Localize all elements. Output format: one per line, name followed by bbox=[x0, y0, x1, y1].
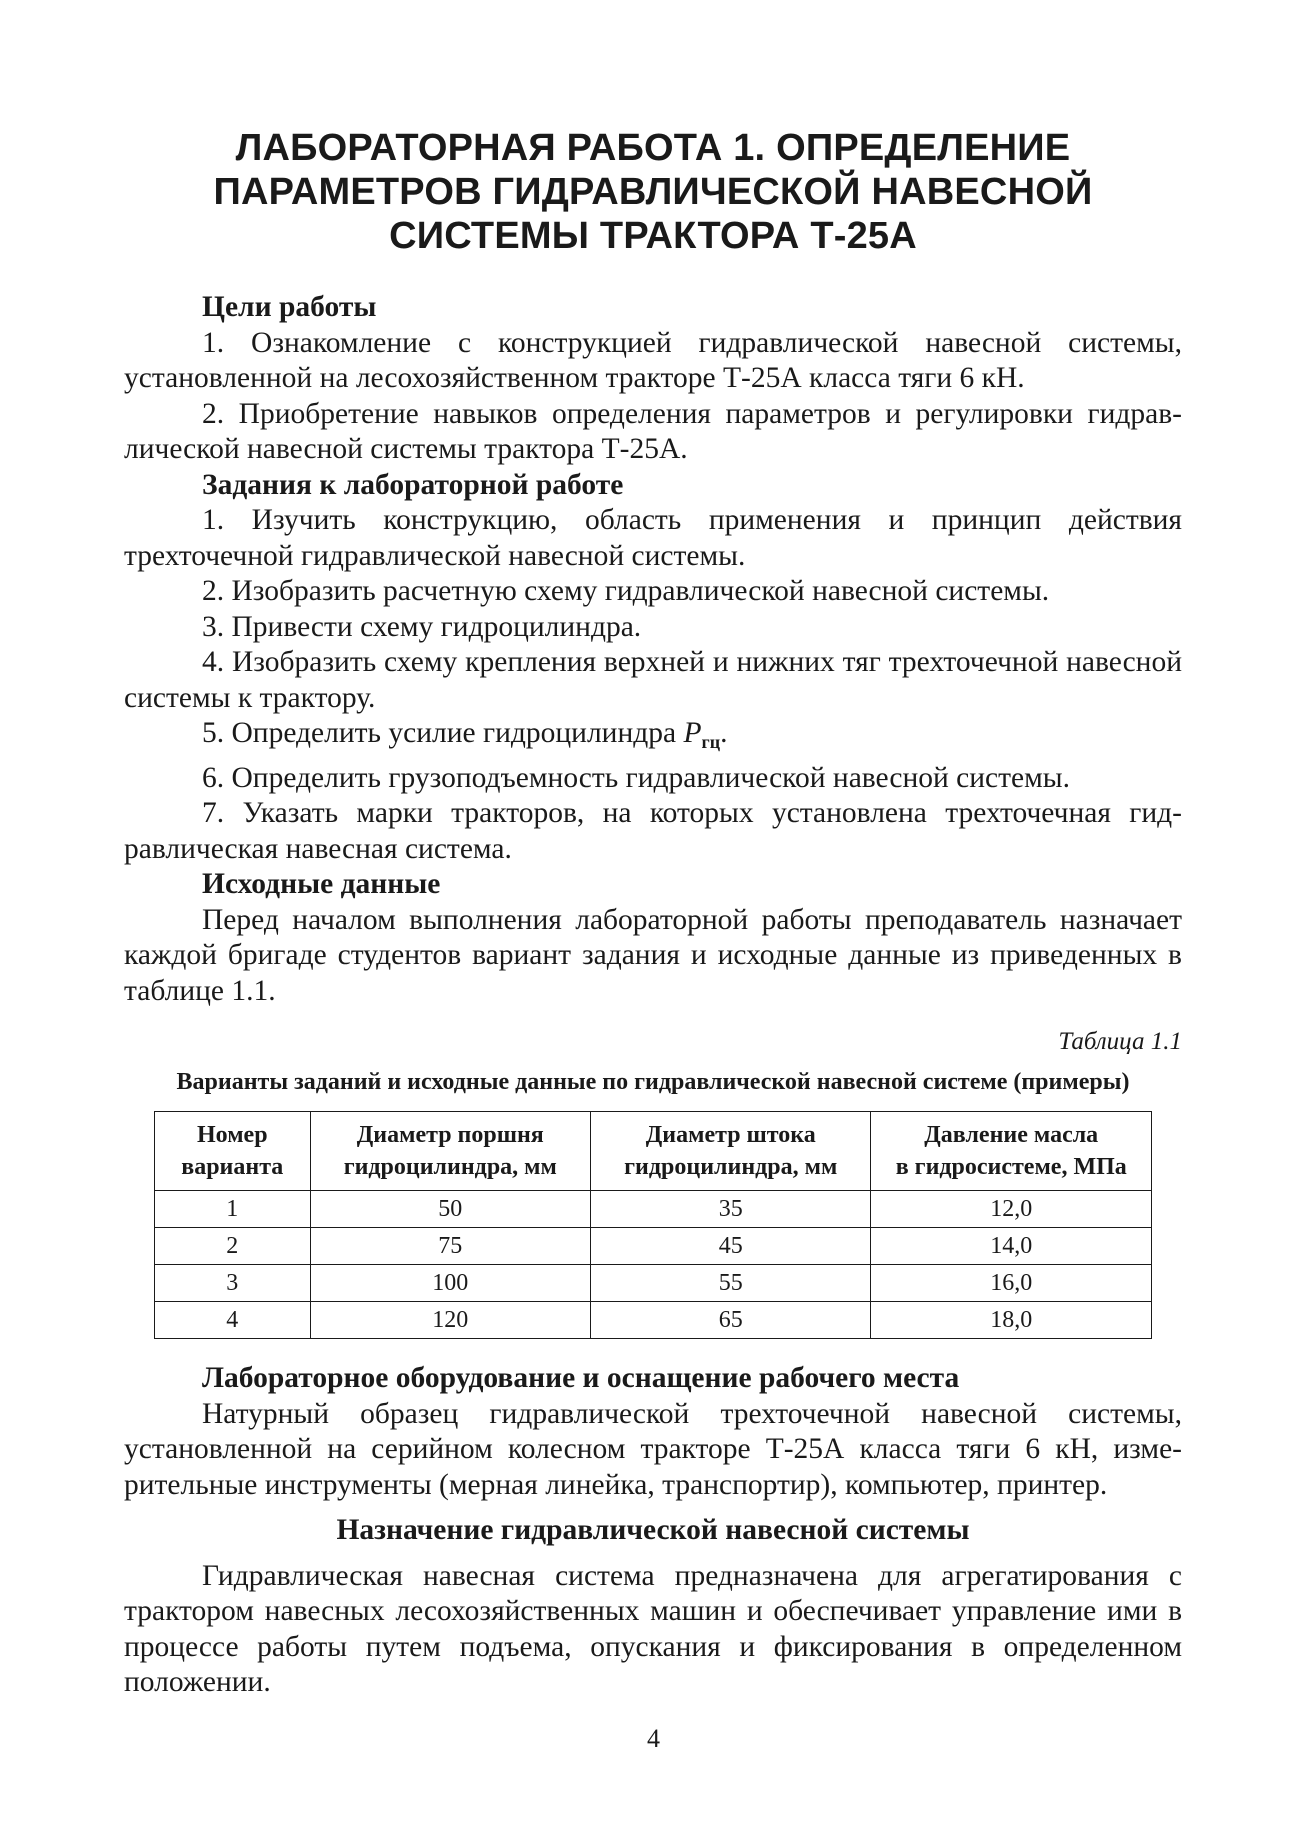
task-item-5-text: 5. Определить усилие гидроцилиндра bbox=[202, 717, 684, 749]
table-cell: 120 bbox=[310, 1302, 590, 1339]
table-cell: 75 bbox=[310, 1228, 590, 1265]
goal-item: 2. Приобретение навыков определения параметров и регулировки гидравлической навесной системы трактора Т-25А. bbox=[124, 397, 1182, 465]
title-line-2: ПАРАМЕТРОВ ГИДРАВЛИЧЕСКОЙ НАВЕСНОЙ bbox=[213, 171, 1093, 213]
tasks-heading: Задания к лабораторной работе bbox=[202, 468, 624, 501]
page-content bbox=[124, 126, 1182, 1701]
table-row bbox=[155, 1265, 1152, 1302]
force-subscript: гц bbox=[701, 732, 721, 752]
table-cell: 12,0 bbox=[871, 1191, 1152, 1228]
table-cell: 3 bbox=[155, 1265, 311, 1302]
table-caption: Варианты заданий и исходные данные по гидравлической навесной системе (примеры) bbox=[176, 1069, 1130, 1095]
page-number: 4 bbox=[647, 1724, 660, 1753]
header-cell: Номер варианта bbox=[155, 1112, 311, 1191]
task-item: 7. Указать марки тракторов, на которых установлена трехточечная гидравлическая навесная система. bbox=[124, 797, 1182, 865]
purpose-heading: Назначение гидравлической навесной системы bbox=[336, 1514, 970, 1546]
task-item: 3. Привести схему гидроцилиндра. bbox=[202, 610, 642, 643]
equipment-heading: Лабораторное оборудование и оснащение рабочего места bbox=[202, 1362, 960, 1394]
table-cell: 16,0 bbox=[871, 1265, 1152, 1302]
table-cell: 2 bbox=[155, 1228, 311, 1265]
table-cell: 18,0 bbox=[871, 1302, 1152, 1339]
force-symbol: P bbox=[683, 717, 702, 749]
goal-item: 1. Ознакомление с конструкцией гидравлической навесной системы, установленной на лесохозяйственном тракторе Т-25А класса тяги 6 кН. bbox=[124, 326, 1182, 394]
title-line-1: ЛАБОРАТОРНАЯ РАБОТА 1. ОПРЕДЕЛЕНИЕ bbox=[235, 127, 1071, 169]
table-cell: 100 bbox=[310, 1265, 590, 1302]
table-row bbox=[155, 1191, 1152, 1228]
purpose-text: Гидравлическая навесная система предназначена для агрегатирования с трактором навесных лесохозяйственных машин и обеспечивает управление ими в процессе работы путем подъема, опускания и фиксирования в определенном положении. bbox=[124, 1559, 1182, 1698]
table-cell: 1 bbox=[155, 1191, 311, 1228]
table-number: Таблица 1.1 bbox=[1058, 1028, 1182, 1055]
task-item: 2. Изобразить расчетную схему гидравлической навесной системы. bbox=[202, 575, 1050, 607]
task-item: 6. Определить грузоподъемность гидравлической навесной системы. bbox=[202, 761, 1070, 794]
table-cell: 55 bbox=[591, 1265, 871, 1302]
title-line-3: СИСТЕМЫ ТРАКТОРА Т-25А bbox=[389, 215, 917, 257]
initial-data-heading: Исходные данные bbox=[202, 868, 441, 900]
equipment-text: Натурный образец гидравлической трехточечной навесной системы, установленной на серийном колесном тракторе Т-25А класса тяги 6 кН, измерительные инструменты (мерная линейка, транспортир), компьютер, принтер. bbox=[124, 1397, 1182, 1501]
header-cell: Диаметр поршня гидроцилиндра, мм bbox=[310, 1112, 590, 1191]
table-cell: 14,0 bbox=[871, 1228, 1152, 1265]
header-cell: Диаметр штока гидроцилиндра, мм bbox=[591, 1112, 871, 1191]
table-header-row bbox=[155, 1112, 1152, 1191]
table-cell: 65 bbox=[591, 1302, 871, 1339]
table-cell: 50 bbox=[310, 1191, 590, 1228]
table-row bbox=[155, 1302, 1152, 1339]
task-item: 4. Изобразить схему крепления верхней и нижних тяг трехточечной навесной системы к трактору. bbox=[124, 646, 1182, 714]
table-row bbox=[155, 1228, 1152, 1265]
task-item-5-end: . bbox=[720, 717, 728, 749]
task-item: 1. Изучить конструкцию, область применения и принцип действия трехточечной гидравлической навесной системы. bbox=[124, 504, 1182, 572]
table-cell: 45 bbox=[591, 1228, 871, 1265]
header-cell: Давление масла в гидросистеме, МПа bbox=[871, 1112, 1152, 1191]
task-item-5 bbox=[124, 716, 1182, 761]
page-title bbox=[124, 126, 1182, 258]
table-cell: 35 bbox=[591, 1191, 871, 1228]
variants-table bbox=[154, 1111, 1152, 1339]
table-cell: 4 bbox=[155, 1302, 311, 1339]
goals-heading: Цели работы bbox=[202, 291, 377, 323]
initial-data-text: Перед началом выполнения лабораторной работы преподаватель назначает каждой бригаде студентов вариант задания и исходные данные из приведенных в таблице 1.1. bbox=[124, 903, 1182, 1007]
